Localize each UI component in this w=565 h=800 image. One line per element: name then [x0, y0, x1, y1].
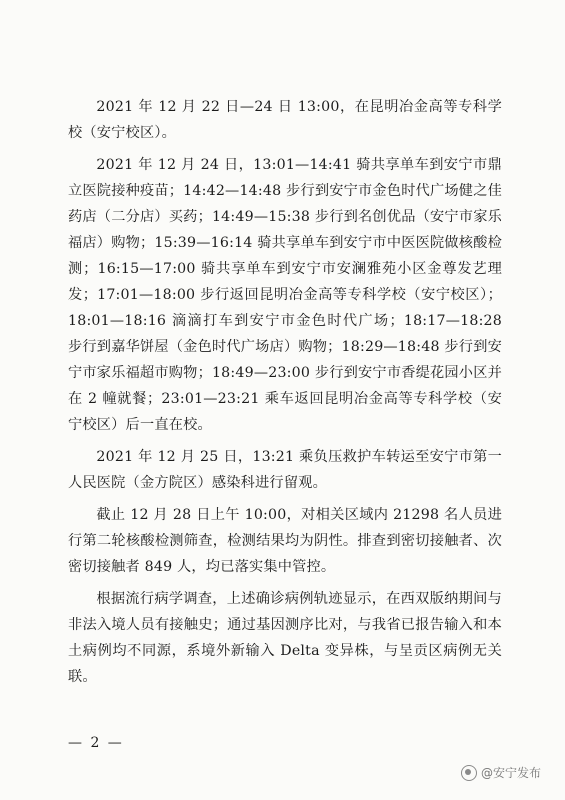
paragraph-2: 2021 年 12 月 24 日，13:01—14:41 骑共享单车到安宁市鼎立医院接种疫苗；14:42—14:48 步行到安宁市金色时代广场健之佳药店（二分店）买药；14:49—15:38 步行到名创优品（安宁市家乐福店）购物；15:39—16:14 骑共享单车到安宁市中医医院做核酸检测；16:15—17:00 骑共享单车到安宁市安澜雅苑小区金尊发艺理发；17:01—18:00 步行返回昆明冶金高等专科学校（安宁校区）；18:01—18:16 滴滴打车到安宁市金色时代广场；18:17—18:28 步行到嘉华饼屋（金色时代广场店）购物；18:29—18:48 步行到安宁市家乐福超市购物；18:49—23:00 步行到安宁市香缇花园小区并在 2 幢就餐；23:01—23:21 乘车返回昆明冶金高等专科学校（安宁校区）后一直在校。: [68, 157, 502, 433]
page-number: — 2 —: [68, 735, 124, 751]
paragraph-3: 2021 年 12 月 25 日，13:21 乘负压救护车转运至安宁市第一人民医院（金方院区）感染科进行留观。: [68, 449, 502, 491]
paragraph-1: 2021 年 12 月 22 日—24 日 13:00，在昆明冶金高等专科学校（安宁校区）。: [68, 99, 502, 141]
watermark-text: @安宁发布: [480, 766, 541, 780]
document-body: [68, 94, 502, 696]
watermark: [461, 764, 541, 781]
paragraph-4: 截止 12 月 28 日上午 10:00，对相关区域内 21298 名人员进行第二轮核酸检测筛查，检测结果均为阴性。排查到密切接触者、次密切接触者 849 人，均已落实集中管控。: [68, 507, 502, 575]
weibo-icon: [461, 765, 477, 781]
paragraph-5: 根据流行病学调查，上述确诊病例轨迹显示，在西双版纳期间与非法入境人员有接触史；通过基因测序比对，与我省已报告输入和本土病例均不同源，系境外新输入 Delta 变异株，与呈贡区病例无关联。: [68, 591, 502, 685]
